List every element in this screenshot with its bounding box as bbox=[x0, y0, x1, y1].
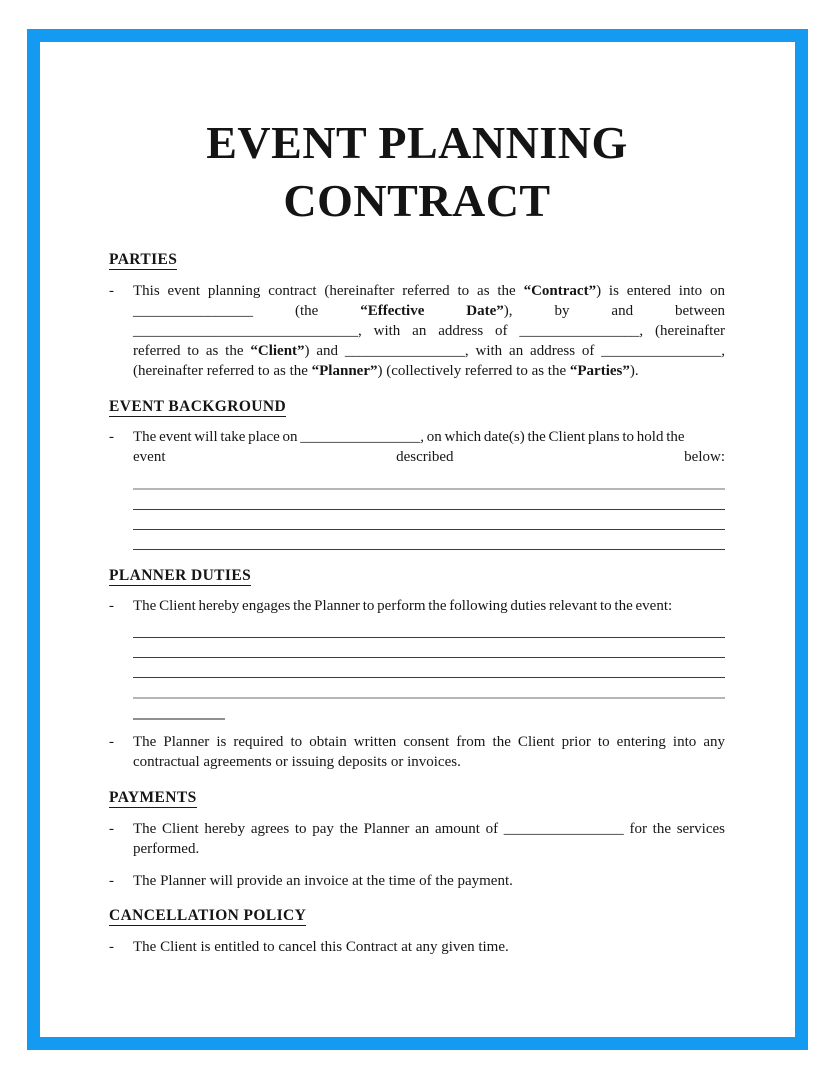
title-line-2: CONTRACT bbox=[283, 175, 551, 226]
document-title bbox=[109, 114, 725, 230]
bullet-dash: - bbox=[109, 821, 114, 837]
clause-segment: ) is entered into on ________________ (the bbox=[133, 283, 725, 319]
fill-in-line-short bbox=[133, 699, 225, 720]
clause-segment: ) (collectively referred to as the bbox=[377, 363, 570, 379]
bullet-dash: - bbox=[109, 734, 114, 750]
clause-planner-duties-1 bbox=[109, 596, 725, 616]
heading-cancellation-policy: CANCELLATION POLICY bbox=[109, 907, 307, 924]
clause-segment: ) and ________________, with an address of ________________, (hereinafter referred to as the bbox=[133, 343, 725, 379]
clause-event-background-text: The event will take place on ________________, on which date(s) the Client plans to hold the bbox=[133, 429, 685, 445]
fill-in-line bbox=[133, 490, 725, 510]
clause-payments-1 bbox=[109, 819, 725, 859]
clause-segment: ), by and between ______________________________, with an address of ________________, (hereinafter referred to as the bbox=[133, 303, 725, 359]
clause-event-background bbox=[109, 427, 725, 447]
bullet-dash: - bbox=[109, 429, 114, 445]
event-description-lines bbox=[133, 469, 725, 550]
title-line-1: EVENT PLANNING bbox=[206, 117, 628, 168]
fill-in-line bbox=[133, 469, 725, 490]
clause-planner-duties-1-text: The Client hereby engages the Planner to perform the following duties relevant to the event: bbox=[133, 598, 673, 614]
section-parties bbox=[109, 250, 725, 381]
section-planner-duties bbox=[109, 566, 725, 772]
justified-last-line bbox=[133, 447, 725, 467]
word-below: below: bbox=[684, 449, 725, 465]
section-event-background bbox=[109, 397, 725, 550]
fill-in-line bbox=[133, 510, 725, 530]
clause-parties-text bbox=[133, 281, 725, 381]
term-client: “Client” bbox=[250, 343, 305, 359]
clause-payments-2-text: The Planner will provide an invoice at the time of the payment. bbox=[133, 873, 513, 889]
heading-planner-duties: PLANNER DUTIES bbox=[109, 567, 252, 584]
term-contract: “Contract” bbox=[523, 283, 597, 299]
clause-planner-duties-2 bbox=[109, 732, 725, 772]
term-parties: “Parties” bbox=[569, 363, 630, 379]
planner-duties-lines bbox=[133, 618, 725, 720]
bullet-dash: - bbox=[109, 873, 114, 889]
word-described: described bbox=[396, 449, 454, 465]
section-cancellation-policy bbox=[109, 906, 725, 957]
page-content bbox=[40, 42, 795, 1037]
clause-cancellation-text: The Client is entitled to cancel this Contract at any given time. bbox=[133, 939, 509, 955]
clause-planner-duties-2-text: The Planner is required to obtain written consent from the Client prior to entering into any contractual agreements or issuing deposits or invoices. bbox=[133, 734, 725, 770]
heading-event-background: EVENT BACKGROUND bbox=[109, 398, 287, 415]
clause-segment: ). bbox=[629, 363, 639, 379]
fill-in-line bbox=[133, 638, 725, 658]
heading-payments: PAYMENTS bbox=[109, 789, 197, 806]
bullet-dash: - bbox=[109, 939, 114, 955]
clause-cancellation bbox=[109, 937, 725, 957]
bullet-dash: - bbox=[109, 283, 114, 299]
heading-parties: PARTIES bbox=[109, 251, 178, 268]
clause-payments-2 bbox=[109, 871, 725, 891]
clause-segment: This event planning contract (hereinafter referred to as the bbox=[133, 283, 524, 299]
fill-in-line bbox=[133, 678, 725, 699]
word-event: event bbox=[133, 449, 166, 465]
fill-in-line bbox=[133, 658, 725, 678]
fill-in-line bbox=[133, 618, 725, 638]
section-payments bbox=[109, 788, 725, 891]
clause-payments-1-text: The Client hereby agrees to pay the Planner an amount of ________________ for the services performed. bbox=[133, 821, 725, 857]
term-effective-date: “Effective Date” bbox=[360, 303, 504, 319]
bullet-dash: - bbox=[109, 598, 114, 614]
clause-parties bbox=[109, 281, 725, 381]
fill-in-line bbox=[133, 530, 725, 550]
page-frame bbox=[27, 29, 808, 1050]
term-planner: “Planner” bbox=[311, 363, 378, 379]
